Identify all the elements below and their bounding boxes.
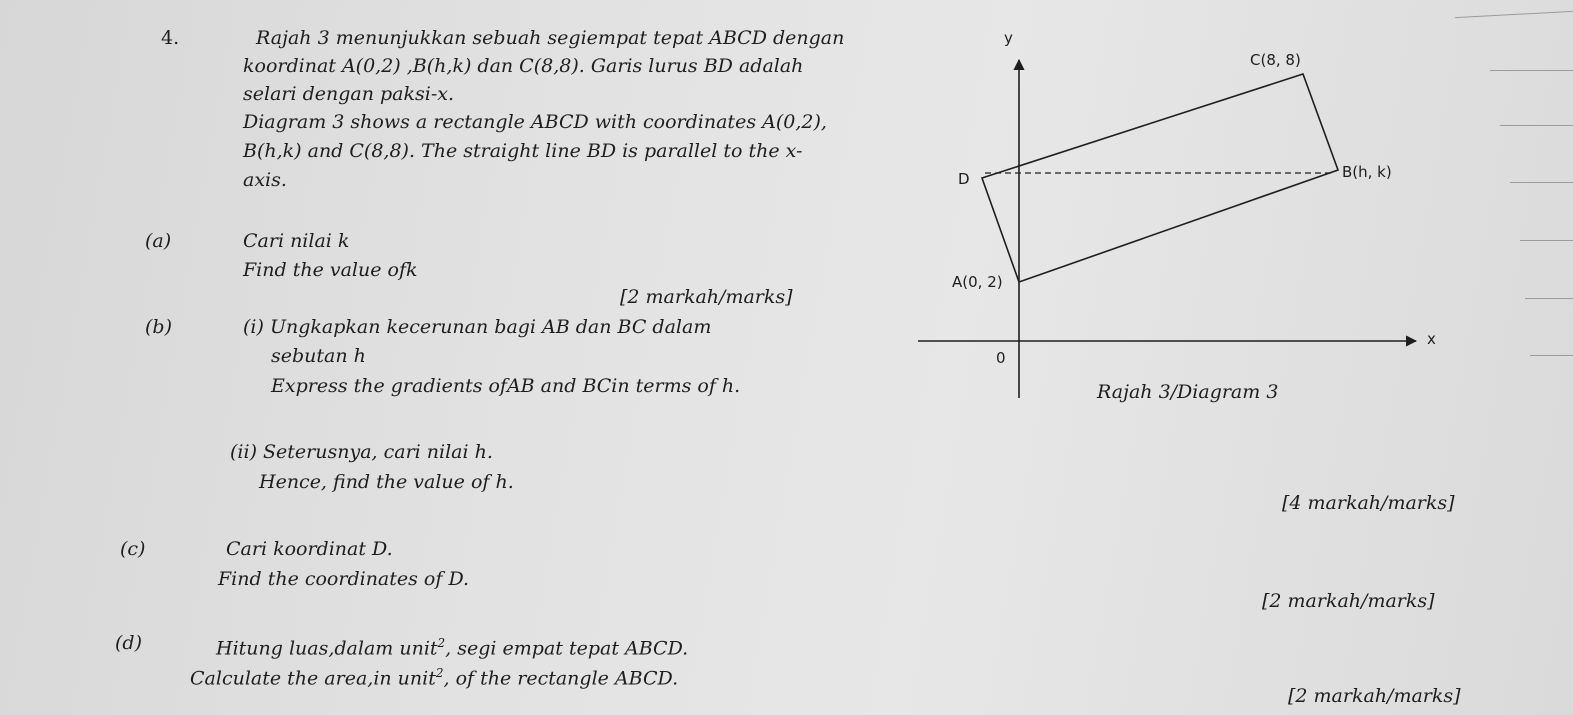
part-c-ms: Cari koordinat D. [226,538,393,560]
part-a-label: (a) [145,230,172,252]
diagram-caption: Rajah 3/Diagram 3 [1097,381,1279,403]
intro-ms-line-2: koordinat A(0,2) ,B(h,k) dan C(8,8). Garis lurus BD adalah [243,55,804,77]
part-d-en-sup: 2 [435,666,444,680]
part-c-en: Find the coordinates of D. [218,568,470,590]
part-d-ms-pre: Hitung luas,dalam unit [216,637,438,660]
intro-en-line-2: B(h,k) and C(8,8). The straight line BD is parallel to the x- [243,140,803,162]
part-b-ii-en: Hence, find the value of h. [259,471,514,493]
point-d-label: D [958,170,970,188]
point-a-label: A(0, 2) [952,273,1003,291]
origin-label: 0 [996,349,1006,367]
part-a-ms: Cari nilai k [243,230,350,252]
part-d-ms-sup: 2 [437,636,446,650]
part-c-marks: [2 markah/marks] [1262,590,1435,612]
part-b-i-en: Express the gradients ofAB and BCin terms of h. [271,375,741,397]
intro-en-line-1: Diagram 3 shows a rectangle ABCD with coordinates A(0,2), [243,111,827,133]
part-c-label: (c) [120,538,146,560]
y-axis-label: y [1004,29,1013,47]
part-d-ms-post: , segi empat tepat ABCD. [445,637,689,660]
intro-ms-line-3: selari dengan paksi-x. [243,83,455,105]
part-d-marks: [2 markah/marks] [1288,685,1461,707]
intro-en-line-3: axis. [243,169,287,191]
part-b-i-ms-2: sebutan h [271,345,366,367]
part-b-marks: [4 markah/marks] [1282,492,1455,514]
point-b-label: B(h, k) [1342,163,1392,181]
part-b-label: (b) [145,316,172,338]
part-b-ii-ms: (ii) Seterusnya, cari nilai h. [230,441,493,463]
intro-ms-line-1: Rajah 3 menunjukkan sebuah segiempat tepat ABCD dengan [256,27,845,49]
part-d-en-post: , of the rectangle ABCD. [443,667,679,690]
rectangle-abcd [982,74,1338,282]
point-c-label: C(8, 8) [1250,51,1301,69]
part-b-i-ms-1: (i) Ungkapkan kecerunan bagi AB dan BC dalam [243,316,712,338]
part-d-en-pre: Calculate the area,in unit [190,667,436,690]
question-number: 4. [161,27,180,49]
part-a-en: Find the value ofk [243,259,418,281]
x-axis-label: x [1427,330,1436,348]
part-a-marks: [2 markah/marks] [620,286,793,308]
part-d-label: (d) [115,632,142,654]
